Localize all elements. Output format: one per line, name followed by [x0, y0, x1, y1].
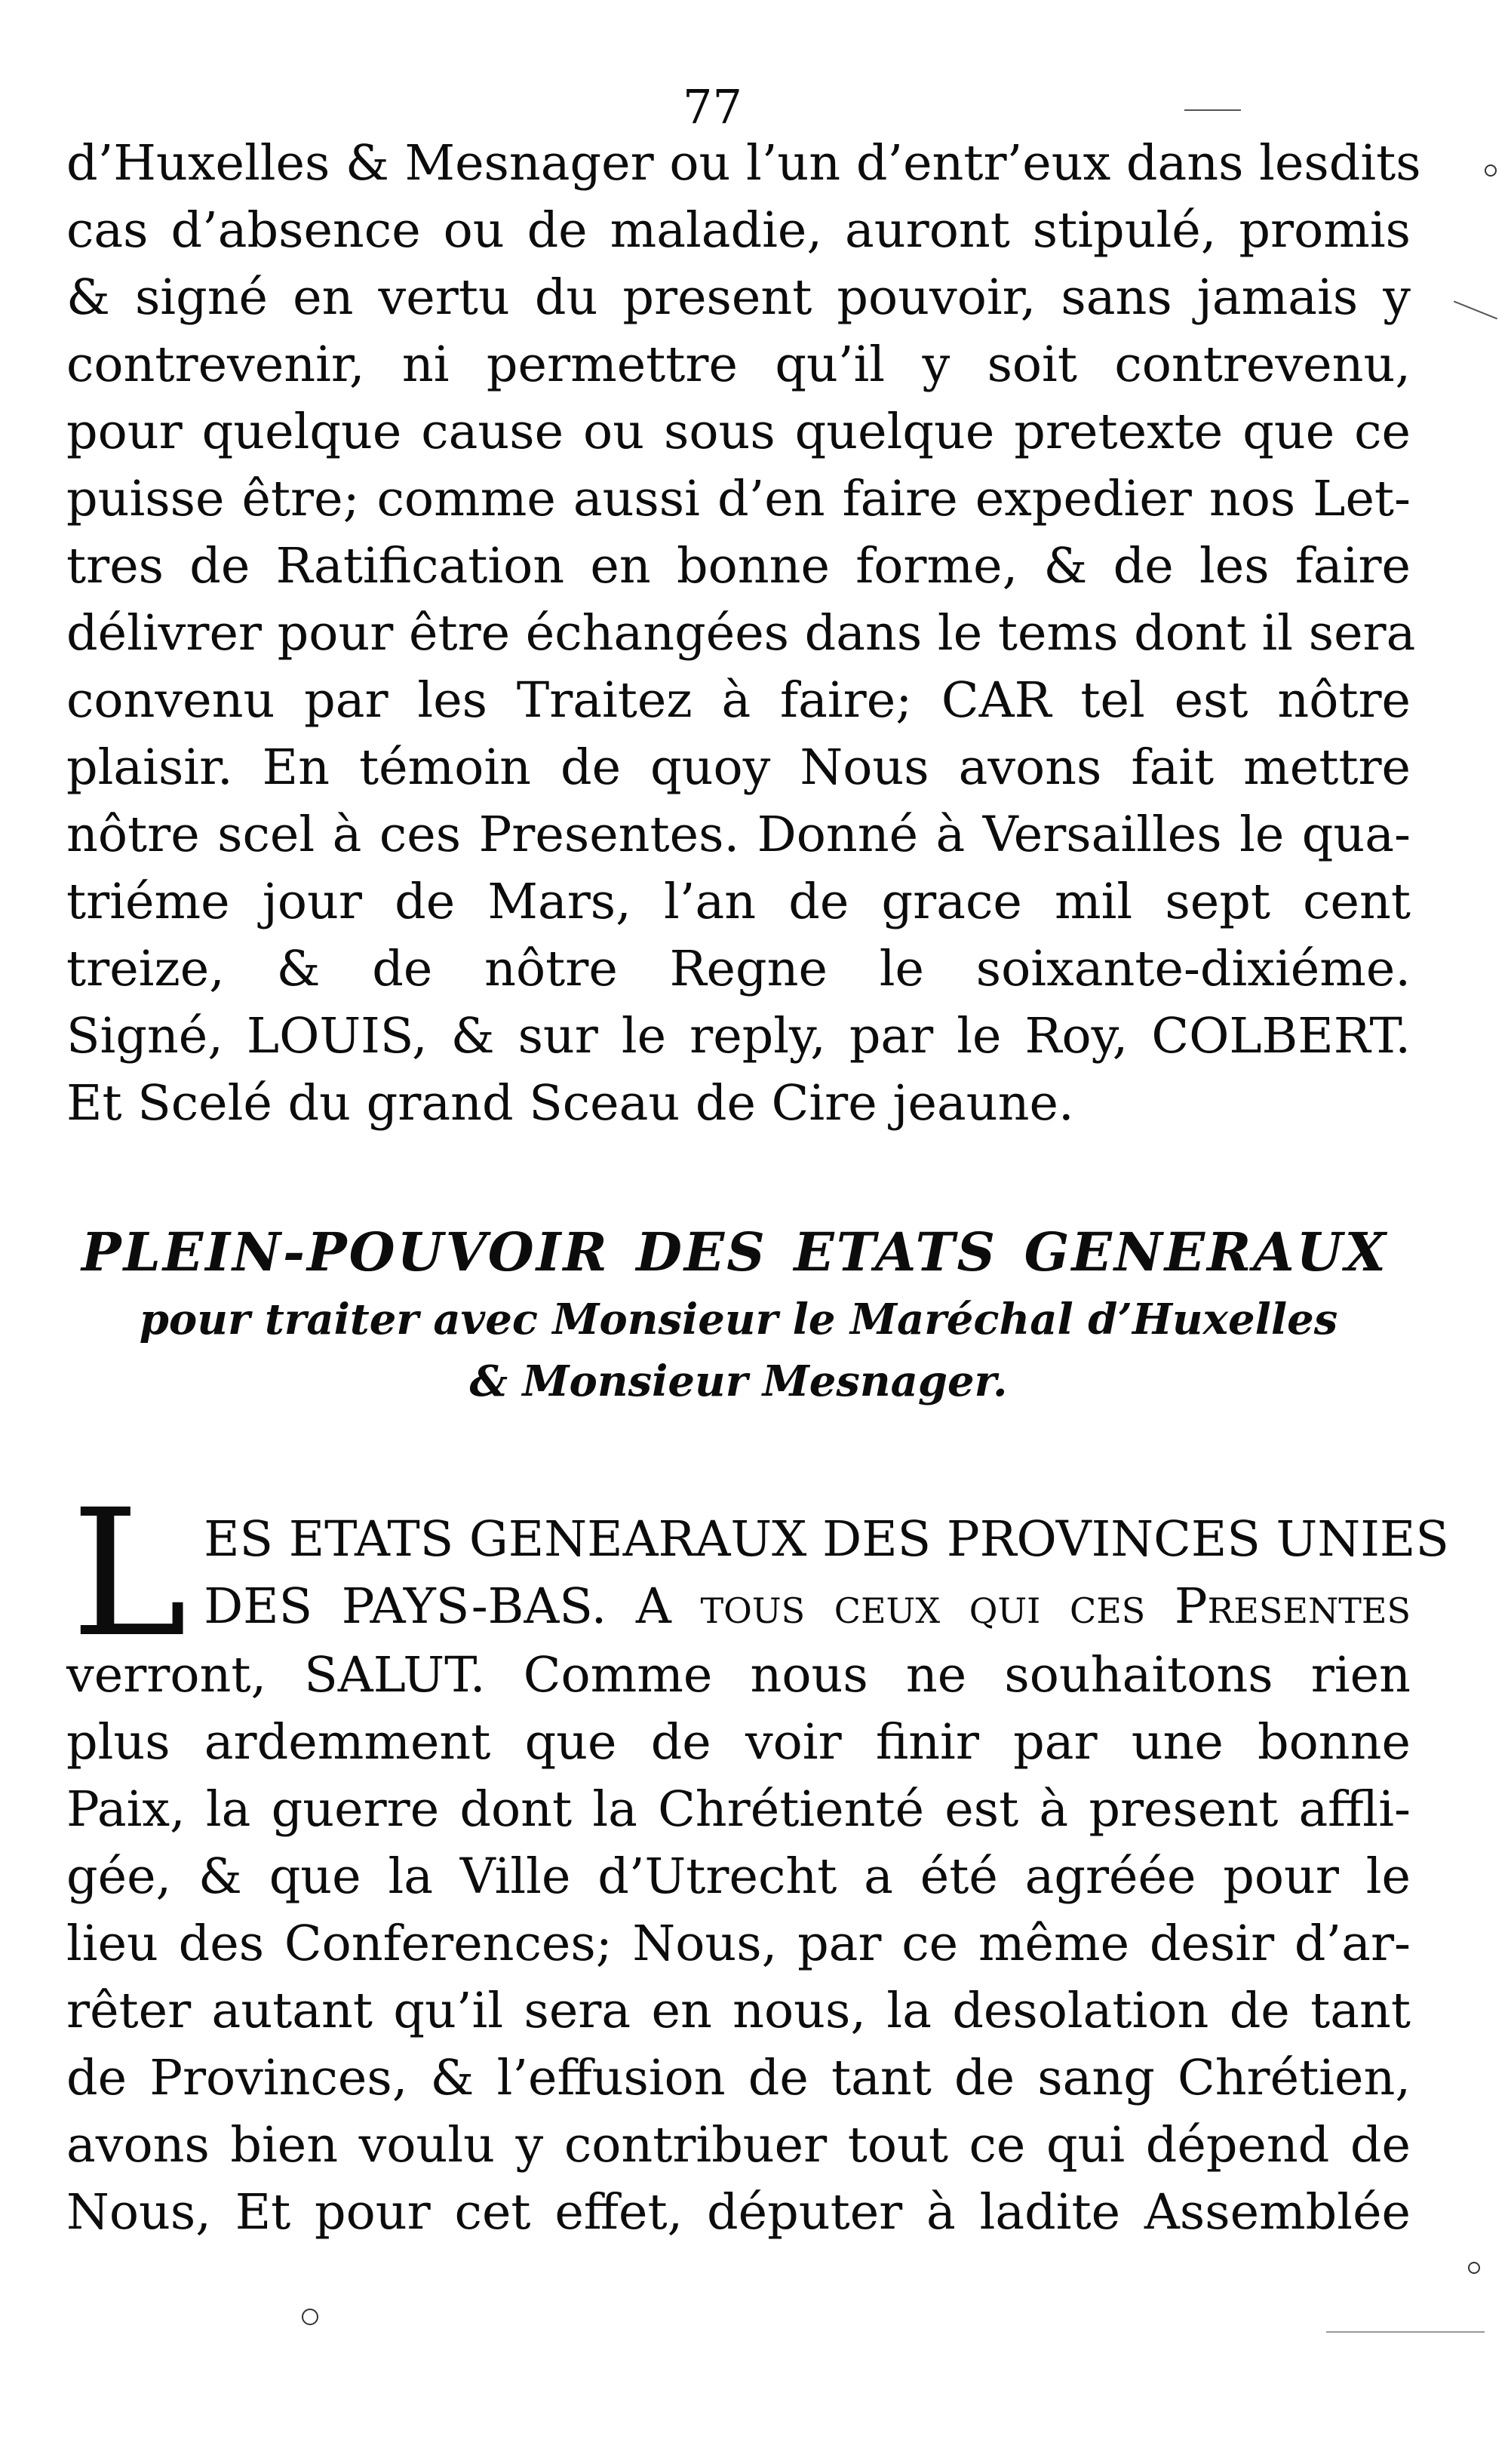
section-heading — [66, 1216, 1411, 1412]
text-line: gée, & que la Ville d’Utrecht a été agréée pour le — [66, 1848, 1411, 1905]
scan-mark — [1184, 109, 1241, 111]
text-line: & signé en vertu du present pouvoir, sans jamais y — [66, 269, 1411, 326]
text-line: contrevenir, ni permettre qu’il y soit contrevenu, — [66, 336, 1411, 393]
text-line: plus ardemment que de voir finir par une bonne — [66, 1714, 1411, 1771]
scan-mark — [1326, 2331, 1485, 2333]
main-paragraph — [66, 1472, 1449, 2246]
text-line: verront, SALUT. Comme nous ne souhaitons rien — [66, 1647, 1411, 1704]
scan-speck — [1485, 164, 1497, 177]
text-line: Et Scelé du grand Sceau de Cire jeaune. — [66, 1075, 1074, 1132]
text-line: tres de Ratification en bonne forme, & de les faire — [66, 538, 1411, 594]
text-line: nôtre scel à ces Presentes. Donné à Versailles le qua- — [66, 806, 1411, 863]
text-line: pour quelque cause ou sous quelque pretexte que ce — [66, 404, 1411, 460]
text-line: lieu des Conferences; Nous, par ce même desir d’ar- — [66, 1916, 1411, 1972]
heading-subtitle: pour traiter avec Monsieur le Maréchal d’Huxelles — [139, 1295, 1338, 1344]
text-line: avons bien voulu y contribuer tout ce qui dépend de — [66, 2117, 1411, 2174]
page-number: 77 — [683, 79, 742, 134]
text-line: puisse être; comme aussi d’en faire expedier nos Let- — [66, 471, 1411, 527]
scan-speck — [1468, 2262, 1480, 2274]
text-line: plaisir. En témoin de quoy Nous avons fait mettre — [66, 739, 1411, 796]
scan-mark — [1454, 300, 1497, 319]
continued-paragraph — [66, 130, 1421, 1137]
text-line: d’Huxelles & Mesnager ou l’un d’entr’eux dans lesdits — [66, 135, 1421, 192]
text-line: Signé, LOUIS, & sur le reply, par le Roy, COLBERT. — [66, 1008, 1411, 1065]
text-line: DES PAYS-BAS. A tous ceux qui ces Presentes — [204, 1578, 1411, 1635]
drop-cap: L — [71, 1472, 188, 1676]
text-line: ES ETATS GENEARAUX DES PROVINCES UNIES — [204, 1511, 1449, 1568]
heading-subtitle-continued: & Monsieur Mesnager. — [469, 1356, 1008, 1406]
text-line: Nous, Et pour cet effet, députer à ladite Assemblée — [66, 2184, 1411, 2241]
text-line: délivrer pour être échangées dans le tems dont il sera — [66, 605, 1416, 662]
heading-title: PLEIN-POUVOIR DES ETATS GENERAUX — [81, 1221, 1388, 1283]
scan-speck — [302, 2309, 318, 2325]
text-line: convenu par les Traitez à faire; CAR tel est nôtre — [66, 672, 1411, 729]
text-line: Paix, la guerre dont la Chrétienté est à present affli- — [66, 1781, 1411, 1838]
text-line: de Provinces, & l’effusion de tant de sang Chrétien, — [66, 2050, 1411, 2106]
text-line: treize, & de nôtre Regne le soixante-dixiéme. — [66, 941, 1411, 997]
text-line: cas d’absence ou de maladie, auront stipulé, promis — [66, 202, 1411, 259]
text-line: rêter autant qu’il sera en nous, la desolation de tant — [66, 1983, 1411, 2039]
text-line: triéme jour de Mars, l’an de grace mil sept cent — [66, 874, 1411, 930]
